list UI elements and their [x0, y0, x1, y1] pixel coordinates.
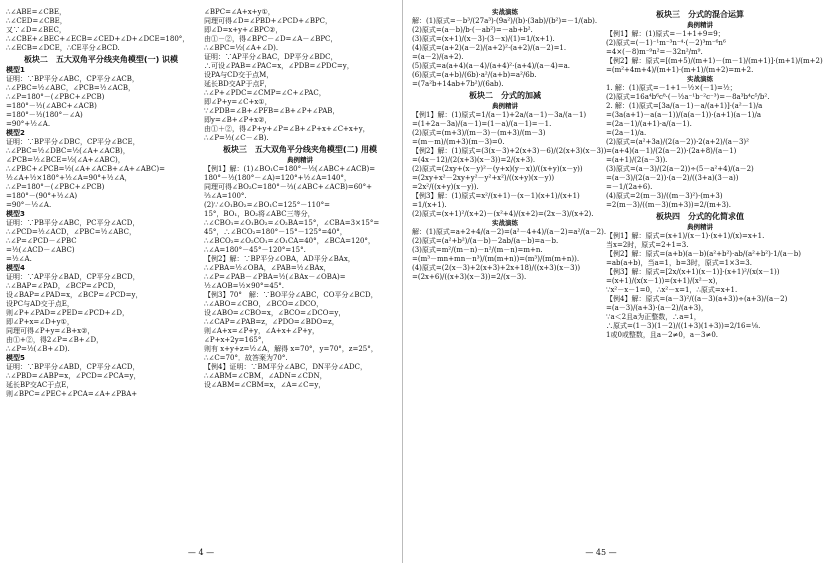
text-line: 当x=2时，原式=2+1=3. — [606, 241, 689, 249]
text-line: =ab(a+b)，当a=1，b=3时，原式=1×3=3. — [606, 259, 752, 267]
left-page — [0, 0, 403, 563]
text-line: 【例2】解：原式=[(m+5)/(m+1)－(m－1)/(m+1)]·(m+1)/(m+2) — [606, 57, 823, 65]
text-line: 则∠P+∠PAD=∠PED=∠PCD+∠D， — [6, 309, 129, 317]
text-line: 证明：∵PB平分∠ABC，PC平分∠ACD， — [6, 219, 140, 227]
text-line: 180°－½(180°－∠A)=120°+½∠A=140°， — [204, 174, 351, 182]
text-line: (2)∵∠O₁BO₂=∠BO₁C=125°－110°= — [204, 201, 330, 209]
text-line: 则∠A+x=∠P+y，∠A+x+∠P+y， — [204, 327, 319, 335]
text-line: 即y=∠B+∠P+x②， — [204, 116, 272, 124]
text-line: (3)原式=m²/(m－n)－n²/(m－n)=m+n. — [412, 246, 543, 254]
text-line: =180°－(90°+½∠A) — [6, 192, 78, 200]
section-heading: 板块三 五大双角平分线夹角模型(二) 用模 — [222, 145, 378, 154]
text-line: =180°－½(∠ABC+∠ACB) — [6, 102, 97, 110]
text-line: ∴∠CBE+∠BEC+∠ECB=∠CED+∠D+∠DCE=180°， — [6, 35, 190, 43]
text-line: 由①+②，得2∠P=∠B+∠D， — [6, 336, 104, 344]
text-line: 证明：∵BP平分∠DBC，CP平分∠BCE， — [6, 138, 140, 146]
text-line: ½∠AOB=½×90°=45°. — [204, 282, 285, 290]
text-line: =½(∠ACD－∠ABC) — [6, 246, 75, 254]
text-line: 模型5 — [6, 354, 25, 362]
text-line: (2)原式=16a⁴b⁶c⁸·(－½a⁻¹b⁻²c⁻³)=－8a³b⁴c⁵/b². — [606, 93, 770, 101]
text-line: (2)原式=(x+1)²/(x+2)－(x²+4)/(x+2)=(2x－3)/(x+2). — [412, 210, 594, 218]
right-page-number: — 45 — — [585, 548, 617, 557]
text-line: =(m³－mn+mn－n³)/(m(m+n))=(m³)/(m(m+n)). — [412, 255, 580, 263]
text-line: =½∠A. — [6, 255, 32, 263]
text-line: ∠BPC=∠A+x+y①， — [204, 8, 275, 16]
text-line: ∵x²－x－1=0，∴x²－x=1，∴原式=x+1. — [606, 286, 738, 294]
text-line: 【例1】解：(1)原式=1/(a－1)+2a/(a－1)－3a/(a－1) — [412, 111, 587, 119]
text-line: ∠PCB=½∠BCE=½(∠A+∠ABC)， — [6, 156, 125, 164]
text-line: 设∠ABO=∠CBO=x，∠BCO=∠DCO=y， — [204, 309, 346, 317]
text-line: 证明：∵AP平分∠BAC，DP平分∠BDC， — [204, 53, 338, 61]
text-line: =90°－½∠A. — [6, 201, 52, 209]
section-heading: 板块三 分式的混合运算 — [656, 10, 744, 19]
text-line: (2)原式=(－1)⁻¹m⁻³n⁻⁴·(－2)³m⁻⁶n⁶ — [606, 39, 726, 47]
text-line: (2)原式=(a²+b²)/(a－b)－2ab/(a－b)=a－b. — [412, 237, 559, 245]
text-line: (4)原式=2(m－3)/((m－3)²)·(m+3) — [606, 192, 723, 200]
text-line: 设PC与AD交于点E， — [6, 300, 74, 308]
text-line: (5)原式=a(a+4)(a－4)/(a+4)²·(a+4)/(a－4)=a. — [412, 62, 571, 70]
text-line: ∴∠P+∠PDC=∠CMP=∠C+∠PAC， — [204, 89, 326, 97]
text-line: 【例1】解：(1)原式=－1+1+9=9； — [606, 30, 725, 38]
text-line: 【例2】解：∵BP平分∠OBA，AD平分∠BAx， — [204, 255, 355, 263]
right-page-column-1 — [412, 8, 607, 541]
sub-heading: 典例精讲 — [687, 223, 713, 231]
text-line: =(2x+6)/((x+3)(x－3))=2/(x－3). — [412, 273, 527, 281]
text-line: =2x²/((x+y)(x－y)). — [412, 183, 479, 191]
text-line: ∴∠PBC+∠PCB=½(∠A+∠ACB+∠A+∠ABC)= — [6, 165, 165, 173]
sub-heading: 典例精讲 — [287, 156, 313, 164]
text-line: ∴∠C=70°．故答案为70°. — [204, 354, 288, 362]
text-line: 则有 x+y+z=½∠A，解得 x=70°，y=70°，z=25°， — [204, 345, 378, 353]
text-line: ∵a＜2且a为正整数，∴a=1， — [606, 313, 701, 321]
text-line: (2)原式=(2xy+(x－y)²－(y+x)(y－x))/((x+y)(x－y)) — [412, 165, 583, 173]
section-heading: 板块二 五大双角平分线夹角模型(一) 识模 — [23, 55, 179, 64]
text-line: ∴∠P=½(∠C－∠B). — [204, 134, 269, 142]
text-line: 模型1 — [6, 66, 25, 74]
text-line: ∴∠P=½(∠B+∠D). — [6, 345, 70, 353]
text-line: 解：(1)原式=－b³/(27a³)·(9a²)/(b)·(3ab)/(b²)=－1/(ab). — [412, 17, 598, 25]
text-line: 1. 解：(1)原式=－1+1－½×(－1)=½； — [606, 84, 737, 92]
text-line: ∴可设∠PAB=∠PAC=x，∠PDB=∠PDC=y， — [204, 62, 354, 70]
text-line: 设PA与CD交于点M， — [204, 71, 274, 79]
text-line: ∵∠PDB=∠B+∠PFB=∠B+∠P+∠PAB， — [204, 107, 340, 115]
text-line: (2)原式=(a²+3a)/(2(a－2))·2(a+2)/(a－3)² — [606, 138, 749, 146]
text-line: 【例2】解：原式=(a+b)(a－b)(a²+b²)·ab/(a²+b²)·1/(a－b) — [606, 250, 801, 258]
text-line: ∴∠BPC=½(∠A+∠D). — [204, 44, 279, 52]
text-line: 模型3 — [6, 210, 25, 218]
text-line: ∴∠CBO₁=∠O₁BO₂=∠O₂BA=15°，∠CBA=3×15°= — [204, 219, 380, 227]
text-line: 【例1】解：原式=(x+1)/(x－1)·(x+1)/(x)=x+1. — [606, 232, 765, 240]
text-line: ∴∠ABO=∠CBO，∠BCO=∠DCO， — [204, 300, 324, 308]
text-line: 延长BP交AC于点E， — [6, 381, 74, 389]
right-page-column-2 — [606, 8, 823, 541]
text-line: ½∠A+½×180°+½∠A=90°+½∠A， — [6, 174, 132, 182]
text-line: =(1+2a－3a)/(a－1)=(1－a)/(a－1)=－1. — [412, 120, 552, 128]
text-line: 【例2】解：(1)原式=(3(x－3)+2(x+3)－6)/(2(x+3)(x－3)) — [412, 147, 607, 155]
text-line: (4)原式=(a+2)(a－2)/(a+2)²·(a+2)/(a－2)=1. — [412, 44, 567, 52]
text-line: =(2xy+x²－2xy+y²－y²+x²)/((x+y)(x－y)) — [412, 174, 555, 182]
text-line: =－1/(2a+6). — [606, 183, 653, 191]
left-page-column-1 — [6, 8, 196, 541]
text-line: =(m²+4m+4)/(m+1)·(m+1)/(m+2)=m+2. — [606, 66, 754, 74]
text-line: =2(m－3)/((m－3)(m+3))=2/(m+3). — [606, 201, 731, 209]
text-line: ∴∠PBC=½∠DBC=½(∠A+∠ACB)， — [6, 147, 130, 155]
text-line: 延长BD交AP于点F， — [204, 80, 272, 88]
text-line: 15°，BO₁，BO₂将∠ABC三等分， — [204, 210, 315, 218]
text-line: =(4x－12)/(2(x+3)(x－3))=2/(x+3). — [412, 156, 536, 164]
sub-heading: 典例精讲 — [492, 102, 518, 110]
text-line: 则∠BPC=∠PEC+∠PCA=∠A+∠PBA+ — [6, 390, 138, 398]
text-line: =(a－3)/(a+3)·(a－2)/(a+3)， — [606, 304, 708, 312]
text-line: =(m－m)/(m+3)(m－3)=0. — [412, 138, 505, 146]
text-line: 即∠P+x=∠D+y①， — [6, 318, 74, 326]
text-line: =1/(x+1). — [412, 201, 447, 209]
text-line: ∴∠CED=∠CBE， — [6, 17, 67, 25]
text-line: =(a－2)/(a+2). — [412, 53, 464, 61]
text-line: 证明：∵AP平分∠BAD，CP平分∠BCD， — [6, 273, 140, 281]
text-line: 即∠D=x+y+∠BPC②， — [204, 26, 283, 34]
left-page-number: — 4 — — [187, 548, 215, 557]
text-line: 【例3】解：原式=[2x/(x+1)(x－1)]·(x+1)²/(x(x－1)) — [606, 268, 780, 276]
text-line: =(7a²b+14ab+7b²)/(6ab). — [412, 80, 504, 88]
text-line: ∴∠P=∠PAB－∠PBA=½(∠BAx－∠OBA)= — [204, 273, 346, 281]
text-line: =180°－½(180°－∠A) — [6, 111, 83, 119]
text-line: 【例4】证明：∵BM平分∠ABC，DN平分∠ADC， — [204, 363, 367, 371]
text-line: ∴∠ABM=∠CBM，∠ADN=∠CDN， — [204, 372, 327, 380]
text-line: 【例3】70° 解：∵BO平分∠ABC，CO平分∠BCD， — [204, 291, 378, 299]
text-line: =(a－3)/(2(a－2))·(a－2)/((3+a)(3－a)) — [606, 174, 739, 182]
section-heading: 板块四 分式的化简求值 — [656, 212, 744, 221]
text-line: 【例4】解：原式=(a－3)²/((a－3)(a+3))÷(a+3)/(a－2) — [606, 295, 788, 303]
text-line: ∴∠BAP=∠PAD，∠BCP=∠PCD， — [6, 282, 121, 290]
text-line: 证明：∵BP平分∠ABD，CP平分∠ACD， — [6, 363, 140, 371]
text-line: 同理可得∠D=∠PBD+∠PCD+∠BPC， — [204, 17, 333, 25]
text-line: =90°+½∠A. — [6, 120, 51, 128]
text-line: ∴∠A=180°－45°－120°=15°. — [204, 246, 306, 254]
text-line: (2)原式=(a－b)/b·(－ab²)=－ab+b². — [412, 26, 533, 34]
sub-heading: 典例精讲 — [687, 21, 713, 29]
text-line: 证明：∵BP平分∠ABC，CP平分∠ACB， — [6, 75, 139, 83]
text-line: =(a+4)(a－1)/(2(a－2))·(2a+8)/(a－1) — [606, 147, 737, 155]
sub-heading: 实战演练 — [492, 8, 518, 16]
text-line: =(a+1)/(2(a－3)). — [606, 156, 668, 164]
text-line: (2)原式=(m+3)/(m－3)－(m+3)/(m－3) — [412, 129, 546, 137]
text-line: ∴∠P=180°－(∠PBC+∠PCB) — [6, 93, 105, 101]
text-line: (3)原式=(a－3)/(2(a－2))÷(5－a²+4)/(a－2) — [606, 165, 754, 173]
text-line: =4×(－8)m⁻⁹n²=－32n²/m⁹. — [606, 48, 703, 56]
text-line: ∴∠BCO₂=∠O₂CO₁=∠O₁CA=40°，∠BCA=120°， — [204, 237, 375, 245]
sub-heading: 实战演练 — [492, 219, 518, 227]
text-line: =(2a－1)/a. — [606, 129, 647, 137]
text-line: ∴∠P=180°－(∠PBC+∠PCB) — [6, 183, 105, 191]
text-line: 模型2 — [6, 129, 25, 137]
text-line: 模型4 — [6, 264, 25, 272]
text-line: ∴∠CAP=∠PAB=z，∠PDO=∠BDO=z， — [204, 318, 339, 326]
text-line: 1或0或整数，且a－2≠0，a－3≠0. — [606, 331, 719, 339]
text-line: ∴∠PBA=½∠OBA，∠PAB=½∠BAx， — [204, 264, 331, 272]
text-line: =(2a－1)/(a+1)·a/(a－1). — [606, 120, 692, 128]
text-line: 设∠BAP=∠PAD=x，∠BCP=∠PCD=y， — [6, 291, 143, 299]
text-line: ∴原式=(1－3)(1－2)/((1+3)(1+3))=2/16=⅛. — [606, 322, 761, 330]
sub-heading: 实战演练 — [687, 75, 713, 83]
text-line: ⅔∠A=100°. — [204, 192, 247, 200]
text-line: 由①－②，得∠BPC－∠D=∠A－∠BPC， — [204, 35, 338, 43]
text-line: 又∵∠D=∠BEC， — [6, 26, 66, 34]
text-line: 【例1】解：(1)∠BO₁C=180°－½(∠ABC+∠ACB)= — [204, 165, 376, 173]
text-line: 【例3】解：(1)原式=x²/(x+1)－(x－1)(x+1)/(x+1) — [412, 192, 580, 200]
text-line: =(x+1)/(x(x－1))=(x+1)/(x²－x)， — [606, 277, 723, 285]
text-line: 同理可得∠BO₂C=180°－⅔(∠ABC+∠ACB)=60°+ — [204, 183, 372, 191]
text-line: (3)原式=(x+1)/(x－3)·(3－x)/(1)=1/(x+1). — [412, 35, 555, 43]
text-line: ∴∠PBD=∠ABP=x，∠PCD=∠PCA=y， — [6, 372, 141, 380]
text-line: 解：(1)原式=a+2+4/(a－2)=(a²－4+4)/(a－2)=a²/(a－2). — [412, 228, 607, 236]
text-line: =(3a(a+1)－a(a－1))/(a(a－1))·(a+1)(a－1)/a — [606, 111, 762, 119]
text-line: ∴∠ABE=∠CBE， — [6, 8, 66, 16]
text-line: ∴∠ECB=∠DCE，∴CE平分∠BCD. — [6, 44, 120, 52]
text-line: (4)原式=(2(x－3)+2(x+3)+2x+18)/((x+3)(x－3)) — [412, 264, 581, 272]
text-line: 即∠P+y=∠C+x①， — [204, 98, 272, 106]
right-page — [402, 0, 823, 563]
text-line: 由①＋②，得∠P+y+∠P=∠B+∠P+x+∠C+x+y， — [204, 125, 370, 133]
text-line: 2. 解：(1)原式=[3a/(a－1)－a/(a+1)]·(a²－1)/a — [606, 102, 763, 110]
text-line: (6)原式=(a+b)/(6b)·a²/(a+b)=a²/6b. — [412, 71, 537, 79]
text-line: 45°，∴∠BCO₂=180°－15°－125°=40°， — [204, 228, 347, 236]
left-page-column-2 — [204, 8, 396, 541]
text-line: ∴∠P=∠PCD－∠PBC — [6, 237, 77, 245]
text-line: ∴∠PBC=½∠ABC，∠PCB=½∠ACB， — [6, 84, 136, 92]
section-heading: 板块二 分式的加减 — [469, 91, 541, 100]
text-line: ∠P+x+2y=165°， — [204, 336, 269, 344]
text-line: 同理可得∠P+y=∠B+x②， — [6, 327, 95, 335]
text-line: ∴∠PCD=½∠ACD，∠PBC=½∠ABC， — [6, 228, 136, 236]
text-line: 设∠ABM=∠CBM=x，∠A=∠C=y， — [204, 381, 326, 389]
